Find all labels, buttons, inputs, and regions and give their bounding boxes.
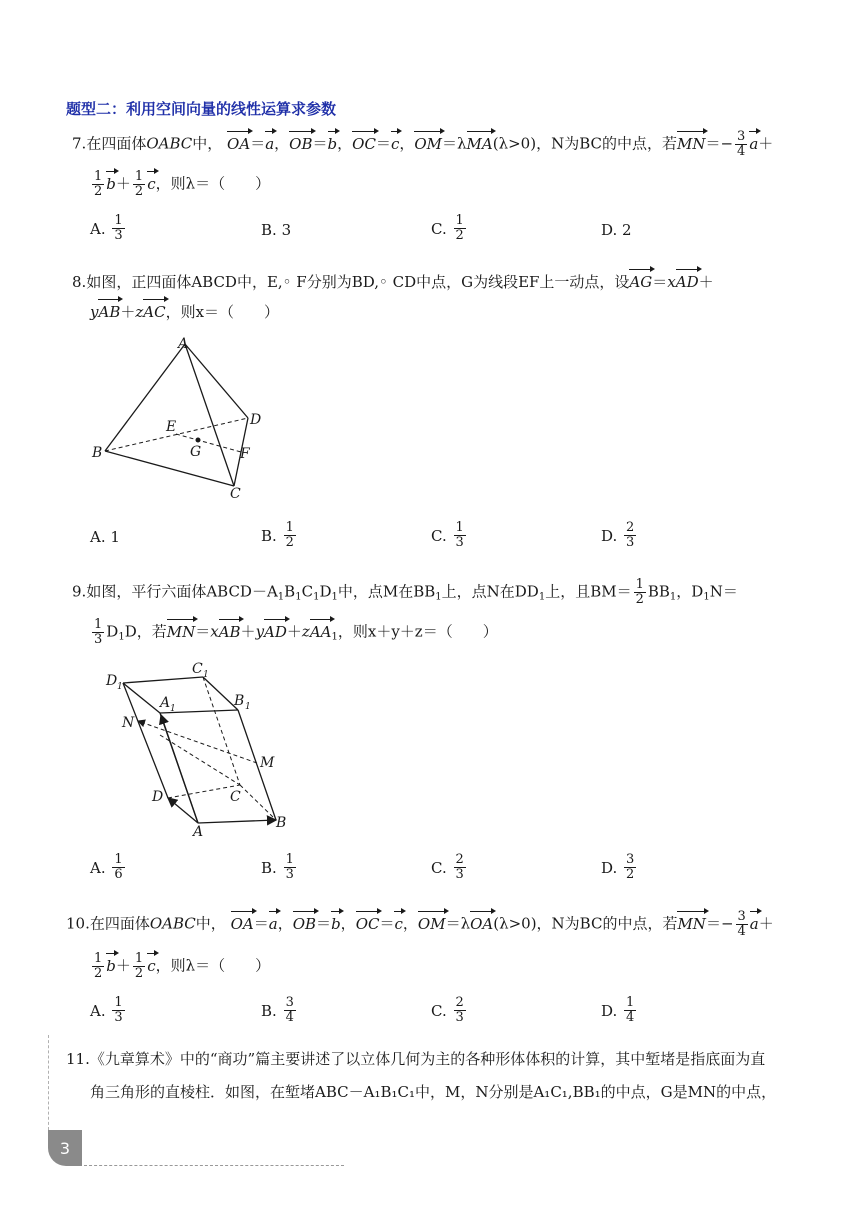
q9-option-d: D. $\frac{3}{2}$: [601, 852, 635, 882]
q8-line2: yAB＋zAC，则x＝（ ）: [90, 300, 279, 324]
q10-line2: $\frac{1}{2}$ b＋ $\frac{1}{2}$ c，则λ＝（ ）: [94, 951, 271, 981]
label-b: B: [276, 815, 287, 831]
segment-ef: [176, 434, 241, 452]
q7-line2: $\frac{1}{2}$ b＋ $\frac{1}{2}$ c，则λ＝（ ）: [94, 169, 271, 199]
tetrahedron-figure: [88, 330, 288, 510]
q7-option-b: B. 3: [261, 221, 292, 239]
edge-ac: [185, 344, 234, 486]
svg-text:1: 1: [245, 702, 251, 712]
label-f: F: [240, 446, 250, 462]
q8-option-c: C. $\frac{1}{3}$: [431, 520, 464, 550]
q9-option-a: A. $\frac{1}{6}$: [90, 852, 123, 882]
label-g: G: [190, 444, 202, 460]
q9-line1: 9.如图，平行六面体$ABCD-A_1B_1C_1D_1$中，点M在$BB_1$上，点N在$DD_1$上，且BM＝ $\frac{1}{2}$ $BB_1$，$D_1N=$: [72, 577, 738, 607]
label-b1: B: [234, 693, 245, 709]
q10-line1: 10.在四面体OABC中， OA＝a，OB＝b，OC＝c，OM＝λOA(λ>0)，N为BC的中点，若MN＝− $\frac{3}{4}$ a＋: [66, 909, 774, 939]
footer-dashes: [84, 1165, 344, 1166]
edge-d1c1: [123, 677, 203, 683]
q7-option-a: A. $\frac{1}{3}$: [90, 213, 123, 243]
page-margin-dashes: [48, 1035, 49, 1130]
q11-line2: 角三角形的直棱柱．如图，在堑堵ABC－A₁B₁C₁中，M，N分别是A₁C₁,BB₁的中点，G是MN的中点，: [90, 1083, 777, 1101]
q8-option-b: B. $\frac{1}{2}$: [261, 520, 294, 550]
parallelepiped-figure: [100, 655, 300, 845]
q10-option-b: B. $\frac{3}{4}$: [261, 995, 294, 1025]
point-g: [196, 438, 201, 443]
label-b: B: [92, 445, 103, 461]
label-d1: D: [106, 673, 118, 689]
page-number: 3: [48, 1130, 82, 1166]
q8-option-d: D. $\frac{2}{3}$: [601, 520, 635, 550]
label-a: A: [193, 824, 204, 840]
label-a: A: [178, 336, 189, 352]
q7-line1: 7.在四面体OABC中， OA＝a，OB＝b，OC＝c，OM＝λMA(λ>0)，N为BC的中点，若MN＝− $\frac{3}{4}$ a＋: [72, 129, 774, 159]
q9-option-b: B. $\frac{1}{3}$: [261, 852, 294, 882]
label-c1: C: [192, 661, 203, 677]
q7-option-d: D. 2: [601, 221, 632, 239]
edge-ad: [185, 344, 248, 418]
q9-line2: $\frac{1}{3}$ $D_1D$，若MN＝xAB＋yAD＋zAA$_1$，则x＋y＋z＝（ ）: [94, 617, 498, 647]
q8-line1: 8.如图，正四面体ABCD中，E,◦ F分别为BD,◦ CD中点，G为线段EF上一动点，设AG＝xAD＋: [72, 270, 714, 294]
q7-option-c: C. $\frac{1}{2}$: [431, 213, 464, 243]
svg-text:1: 1: [117, 682, 123, 692]
label-c: C: [230, 486, 241, 502]
svg-text:1: 1: [203, 670, 209, 680]
q8-option-a: A. 1: [90, 528, 120, 546]
label-c: C: [230, 789, 241, 805]
q9-option-c: C. $\frac{2}{3}$: [431, 852, 464, 882]
q10-option-a: A. $\frac{1}{3}$: [90, 995, 123, 1025]
hidden-diagonal: [160, 735, 240, 785]
q11-line1: 11.《九章算术》中的“商功”篇主要讲述了以立体几何为主的各种形体体积的计算，其中堑堵是指底面为直: [66, 1050, 766, 1068]
edge-bc: [105, 451, 234, 486]
label-d: D: [152, 789, 164, 805]
label-n: N: [122, 715, 135, 731]
label-m: M: [260, 755, 275, 771]
label-e: E: [166, 419, 177, 435]
section-title: 题型二：利用空间向量的线性运算求参数: [66, 100, 337, 118]
q10-option-c: C. $\frac{2}{3}$: [431, 995, 464, 1025]
vector-ab: [198, 820, 276, 823]
q10-option-d: D. $\frac{1}{4}$: [601, 995, 635, 1025]
svg-text:1: 1: [170, 704, 176, 714]
vector-mn: [138, 721, 257, 763]
label-a1: A: [160, 695, 171, 711]
label-d: D: [250, 412, 262, 428]
